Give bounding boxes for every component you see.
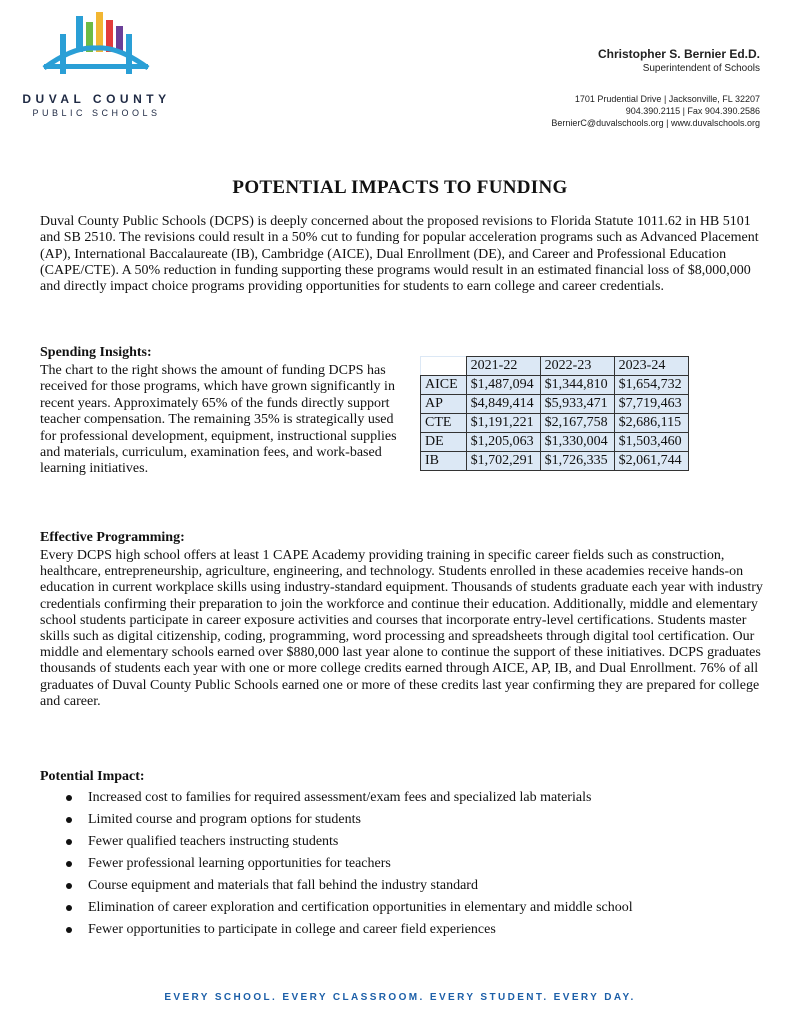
- superintendent-block: [598, 47, 760, 74]
- table-row-label: AICE: [421, 376, 467, 395]
- effective-paragraph: Every DCPS high school offers at least 1 CAPE Academy providing training in specific career fields such as construction, healthcare, entrepreneurship, agriculture, engineering, and technology. Students enrolled in these academies receive hands-on education in current workplace skills using industry-standard equipment. Thousands of students graduate each year with industry credentials confirming their preparation to join the workforce and continue their education. Additionally, middle and elementary school students participate in career exposure activities and courses that incorporate entry-level certifications. Students master skills such as digital citizenship, coding, programming, word processing and spreadsheets through digital tool certification. Our middle and elementary schools earned over $880,000 last year alone to continue the support of these initiatives. DCPS graduates thousands of students each year with one or more college credits earned through AICE, AP, IB, and Dual Enrollment. 76% of all graduates of Duval County Public Schools earned one or more of these credits last year confirming they are prepared for college and career.: [40, 548, 763, 709]
- table-cell: $2,061,744: [614, 452, 688, 471]
- logo-text-line2: PUBLIC SCHOOLS: [32, 108, 161, 118]
- superintendent-title: Superintendent of Schools: [642, 63, 760, 74]
- bullet-icon: [66, 839, 72, 845]
- funding-table: [420, 356, 689, 471]
- table-cell: $5,933,471: [540, 395, 614, 414]
- table-cell: $2,167,758: [540, 414, 614, 433]
- impact-heading: Potential Impact:: [40, 769, 145, 784]
- list-item: [40, 921, 633, 943]
- table-column-header: 2023-24: [614, 357, 688, 376]
- table-row: [421, 395, 689, 414]
- list-item: [40, 899, 633, 921]
- list-item-text: Increased cost to families for required assessment/exam fees and specialized lab materials: [88, 790, 592, 805]
- impact-list: [40, 789, 633, 943]
- table-cell: $1,191,221: [466, 414, 540, 433]
- page-title: POTENTIAL IMPACTS TO FUNDING: [232, 177, 568, 198]
- table-cell: $1,503,460: [614, 433, 688, 452]
- table-row: [421, 376, 689, 395]
- contact-address: 1701 Prudential Drive | Jacksonville, FL 32207: [574, 94, 760, 104]
- list-item-text: Fewer qualified teachers instructing students: [88, 834, 339, 849]
- bullet-icon: [66, 927, 72, 933]
- table-row-label: DE: [421, 433, 467, 452]
- list-item: [40, 877, 633, 899]
- list-item-text: Fewer opportunities to participate in college and career field experiences: [88, 922, 496, 937]
- footer-tagline: EVERY SCHOOL. EVERY CLASSROOM. EVERY STUDENT. EVERY DAY.: [164, 992, 636, 1003]
- table-cell: $7,719,463: [614, 395, 688, 414]
- bullet-icon: [66, 817, 72, 823]
- list-item-text: Course equipment and materials that fall behind the industry standard: [88, 878, 478, 893]
- table-row: [421, 414, 689, 433]
- intro-paragraph: Duval County Public Schools (DCPS) is deeply concerned about the proposed revisions to Florida Statute 1011.62 in HB 5101 and SB 2510. The revisions could result in a 50% cut to funding for popular acceleration programs such as Advanced Placement (AP), International Baccalaureate (IB), Cambridge (AICE), Dual Enrollment (DE), and Career and Professional Education (CAPE/CTE). A 50% reduction in funding supporting these programs would result in an estimated financial loss of $8,000,000 and directly impact choice programs providing opportunities for students to earn college and career credentials.: [40, 214, 759, 295]
- bullet-icon: [66, 795, 72, 801]
- table-cell: $1,487,094: [466, 376, 540, 395]
- district-logo-mark: [34, 8, 159, 86]
- table-row: [421, 433, 689, 452]
- table-header-row: [421, 357, 689, 376]
- superintendent-name: Christopher S. Bernier Ed.D.: [597, 47, 760, 61]
- spending-heading: Spending Insights:: [40, 345, 152, 360]
- list-item-text: Fewer professional learning opportunities for teachers: [88, 856, 391, 871]
- table-column-header: 2021-22: [466, 357, 540, 376]
- bullet-icon: [66, 883, 72, 889]
- list-item: [40, 855, 633, 877]
- district-logo: [14, 8, 174, 118]
- table-cell: $1,702,291: [466, 452, 540, 471]
- table-row-label: AP: [421, 395, 467, 414]
- table-cell: $4,849,414: [466, 395, 540, 414]
- table-cell: $1,654,732: [614, 376, 688, 395]
- table-cell: $2,686,115: [614, 414, 688, 433]
- list-item: [40, 789, 633, 811]
- table-corner-cell: [421, 357, 467, 376]
- table-column-header: 2022-23: [540, 357, 614, 376]
- spending-paragraph: The chart to the right shows the amount of funding DCPS has received for those programs, which have grown significantly in recent years. Approximately 65% of the funds directly support teacher compensation. The remaining 35% is strategically used for professional development, equipment, instructional supplies and materials, curriculum, examination fees, and work-based learning initiatives.: [40, 363, 397, 477]
- table-cell: $1,344,810: [540, 376, 614, 395]
- list-item: [40, 833, 633, 855]
- contact-email-web: BernierC@duvalschools.org | www.duvalschools.org: [551, 118, 760, 128]
- contact-block: [551, 93, 760, 129]
- table-row-label: IB: [421, 452, 467, 471]
- list-item-text: Limited course and program options for students: [88, 812, 361, 827]
- contact-phone: 904.390.2115 | Fax 904.390.2586: [625, 106, 760, 116]
- bullet-icon: [66, 861, 72, 867]
- list-item: [40, 811, 633, 833]
- list-item-text: Elimination of career exploration and certification opportunities in elementary and middle school: [88, 900, 633, 915]
- table-cell: $1,205,063: [466, 433, 540, 452]
- table-cell: $1,330,004: [540, 433, 614, 452]
- table-cell: $1,726,335: [540, 452, 614, 471]
- logo-text-line1: DUVAL COUNTY: [22, 92, 171, 106]
- effective-heading: Effective Programming:: [40, 530, 185, 545]
- table-row-label: CTE: [421, 414, 467, 433]
- bullet-icon: [66, 905, 72, 911]
- table-row: [421, 452, 689, 471]
